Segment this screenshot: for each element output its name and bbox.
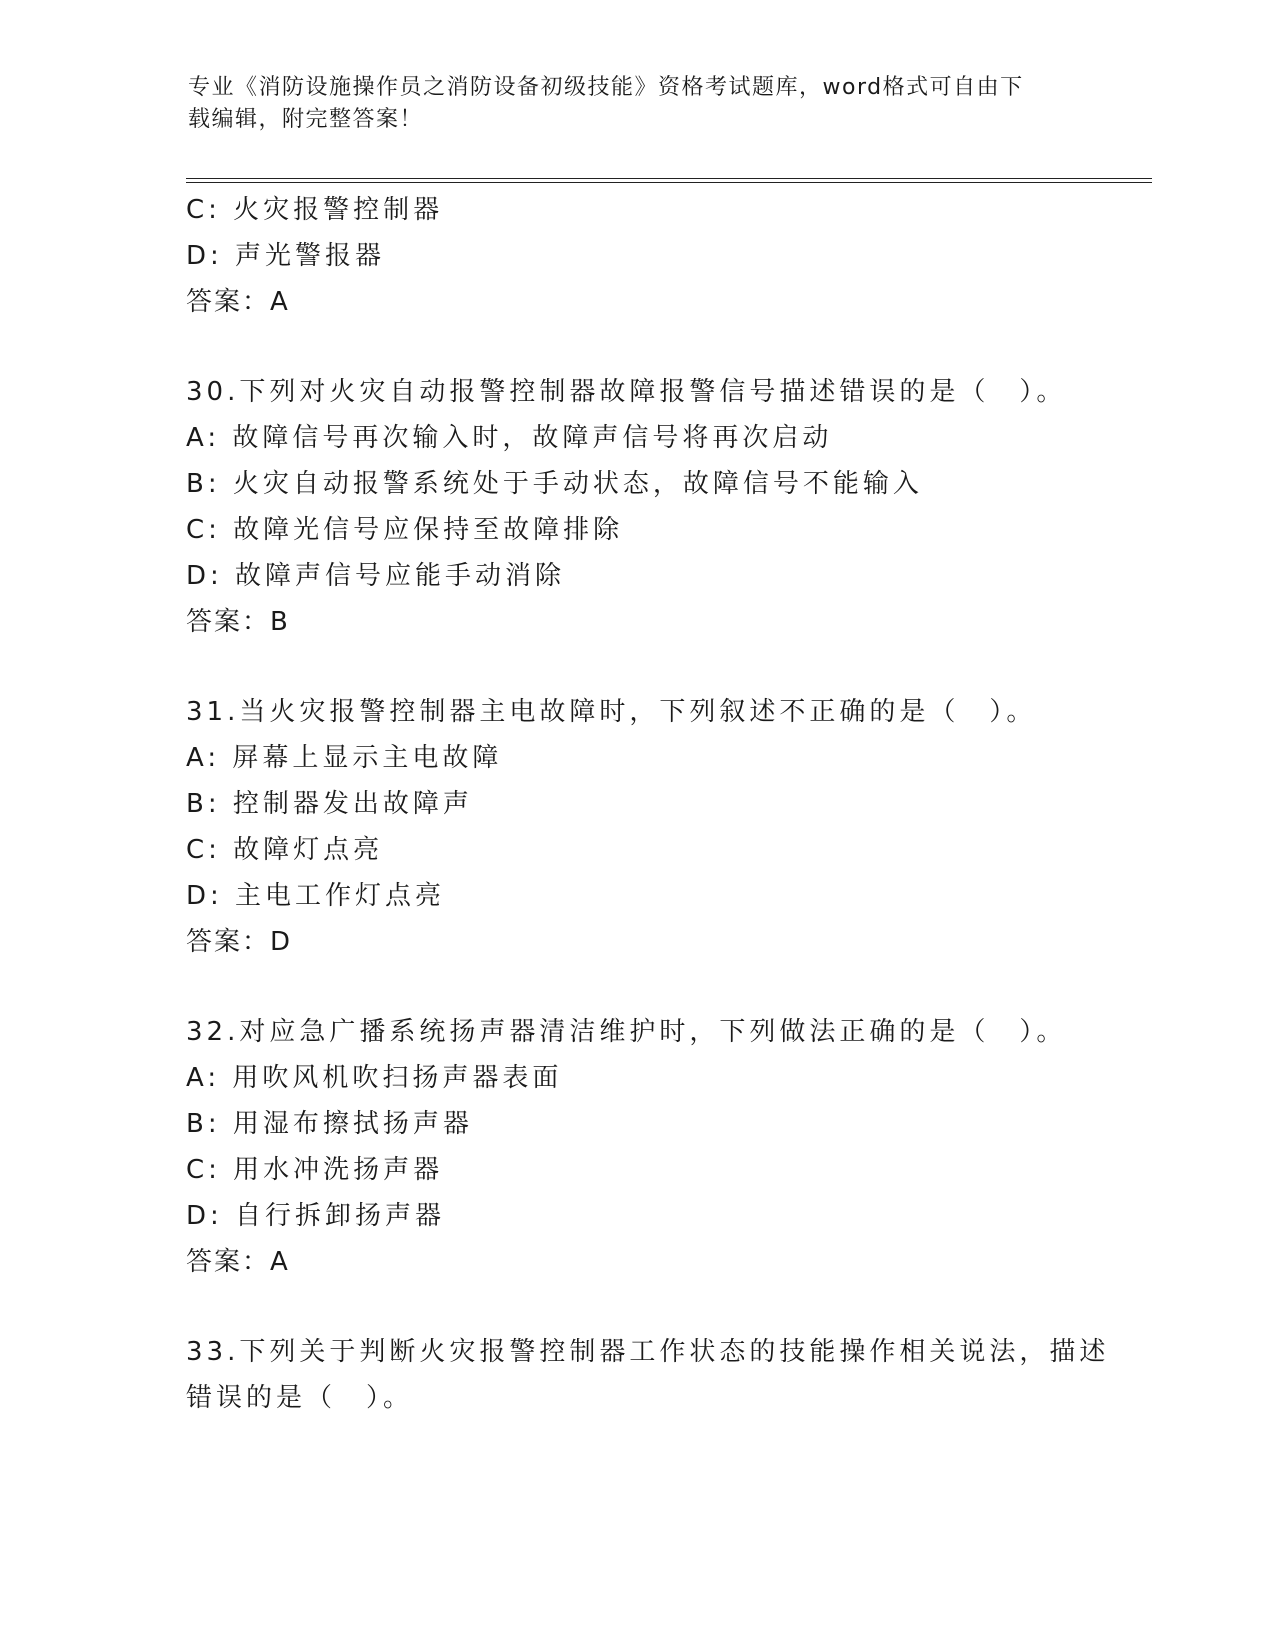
option-c: C: 火灾报警控制器 [186, 195, 444, 225]
option-c: C: 故障光信号应保持至故障排除 [186, 515, 624, 545]
option-c: C: 用水冲洗扬声器 [186, 1155, 444, 1185]
option-d: D: 故障声信号应能手动消除 [186, 561, 566, 591]
question-stem: 32.对应急广播系统扬声器清洁维护时，下列做法正确的是（ ）。 [186, 1017, 1067, 1047]
option-d: D: 声光警报器 [186, 241, 386, 271]
option-b: B: 控制器发出故障声 [186, 789, 473, 819]
prev-question [186, 187, 1086, 325]
answer: 答案：A [186, 1247, 290, 1277]
spacer [186, 645, 1086, 689]
option-b: B: 火灾自动报警系统处于手动状态，故障信号不能输入 [186, 469, 923, 499]
option-b: B: 用湿布擦拭扬声器 [186, 1109, 473, 1139]
question-31 [186, 689, 1086, 965]
question-30 [186, 369, 1086, 645]
spacer [186, 965, 1086, 1009]
question-stem: 30.下列对火灾自动报警控制器故障报警信号描述错误的是（ ）。 [186, 377, 1067, 407]
option-c: C: 故障灯点亮 [186, 835, 384, 865]
spacer [186, 325, 1086, 369]
question-stem-line-2: 错误的是（ ）。 [186, 1383, 414, 1413]
option-d: D: 自行拆卸扬声器 [186, 1201, 446, 1231]
header-line-1: 专业《消防设施操作员之消防设备初级技能》资格考试题库，word格式可自由下 [188, 75, 1024, 100]
question-33 [186, 1329, 1110, 1421]
header-divider-bottom [186, 182, 1152, 183]
question-stem-line-1: 33.下列关于判断火灾报警控制器工作状态的技能操作相关说法，描述 [186, 1337, 1110, 1367]
option-d: D: 主电工作灯点亮 [186, 881, 446, 911]
question-stem: 31.当火灾报警控制器主电故障时，下列叙述不正确的是（ ）。 [186, 697, 1037, 727]
header-divider-top [186, 178, 1152, 179]
document-header [188, 72, 1088, 136]
answer: 答案：A [186, 287, 290, 317]
option-a: A: 屏幕上显示主电故障 [186, 743, 503, 773]
answer: 答案：D [186, 927, 293, 957]
question-32 [186, 1009, 1086, 1285]
option-a: A: 故障信号再次输入时，故障声信号将再次启动 [186, 423, 833, 453]
question-content [186, 187, 1110, 1421]
header-line-2: 载编辑，附完整答案！ [188, 107, 424, 132]
option-a: A: 用吹风机吹扫扬声器表面 [186, 1063, 563, 1093]
spacer [186, 1285, 1086, 1329]
answer: 答案：B [186, 607, 290, 637]
